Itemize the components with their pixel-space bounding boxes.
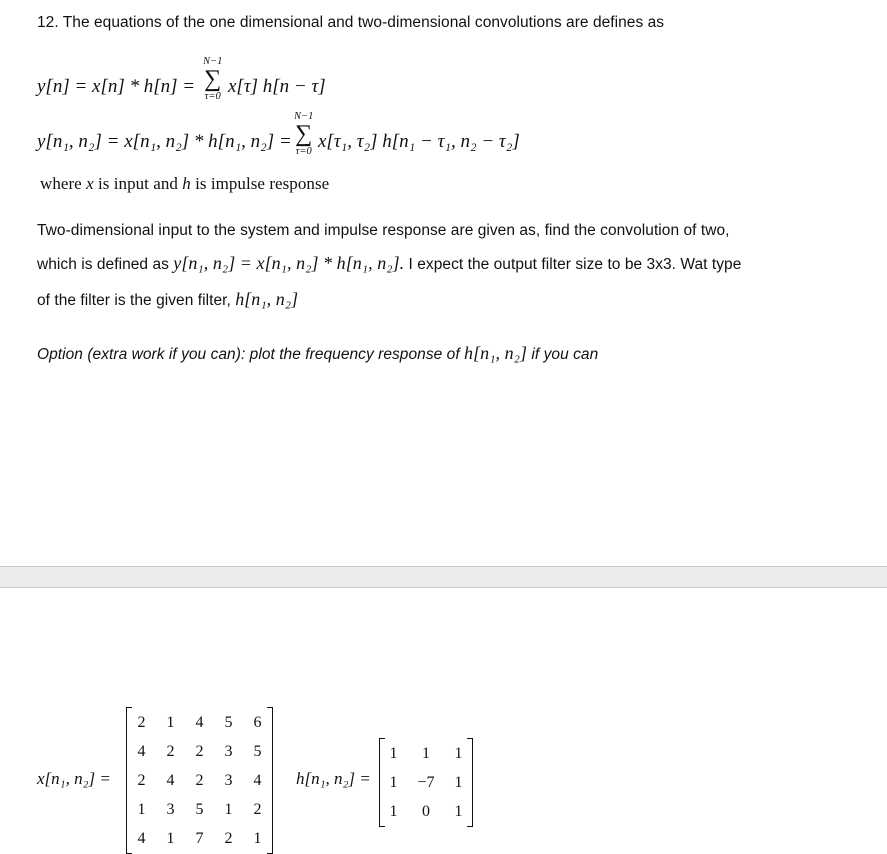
eq2-sum-lower: τ=0 [295, 146, 312, 157]
where-line: where x is input and h is impulse response [40, 174, 330, 193]
h-matrix-cell: 1 [454, 803, 463, 820]
x-matrix-cell: 2 [195, 772, 204, 789]
h-matrix [379, 739, 473, 826]
eq1-sum-upper: N−1 [203, 56, 223, 67]
x-matrix-cell: 7 [195, 830, 204, 847]
line2-equation: y[n₁, n₂] = x[n₁, n₂] * h[n₁, n₂]. [173, 253, 405, 273]
x-matrix-cell: 5 [195, 801, 204, 818]
x-matrix-cell: 2 [137, 772, 146, 789]
eq2-sum-upper: N−1 [294, 111, 314, 122]
problem-line-3: of the filter is the given filter, h[n₁, n₂] [37, 289, 299, 309]
eq1-lhs: y[n] = x[n] * h[n] = [37, 76, 196, 97]
x-matrix-cell: 1 [137, 801, 146, 818]
eq1-sum-lower: τ=0 [204, 91, 221, 102]
h-matrix-cell: −7 [417, 774, 435, 791]
x-matrix-cell: 1 [253, 830, 262, 847]
x-matrix-cell: 1 [166, 714, 175, 731]
x-matrix-cell: 3 [166, 801, 175, 818]
eq1-summation [203, 56, 222, 102]
x-matrix-cell: 4 [253, 772, 262, 789]
x-matrix-cell: 4 [137, 743, 146, 760]
x-matrix-cell: 6 [253, 714, 262, 731]
problem-line-1: Two-dimensional input to the system and impulse response are given as, find the convolution of two, [37, 222, 730, 239]
x-matrix-cell: 4 [137, 830, 146, 847]
x-matrix-cell: 3 [224, 772, 233, 789]
option-line: Option (extra work if you can): plot the frequency response of h[n₁, n₂] if you can [37, 343, 599, 363]
x-matrix-cell: 2 [166, 743, 175, 760]
x-matrix-cell: 3 [224, 743, 233, 760]
document-page-2 [0, 588, 887, 853]
x-matrix-cell: 1 [166, 830, 175, 847]
x-matrix-cell: 2 [224, 830, 233, 847]
h-matrix-cell: 0 [422, 803, 430, 820]
question-heading: 12. The equations of the one dimensional and two-dimensional convolutions are defines as [37, 14, 665, 31]
x-matrix [126, 708, 273, 853]
eq2-lhs: y[n₁, n₂] = x[n₁, n₂] * h[n₁, n₂] = [37, 131, 292, 152]
x-matrix-label: x[n₁, n₂] = [37, 769, 111, 788]
x-matrix-cell: 5 [253, 743, 262, 760]
x-matrix-cell: 4 [195, 714, 204, 731]
page-separator [0, 566, 887, 588]
h-matrix-cell: 1 [389, 745, 398, 762]
eq2-summation [294, 111, 313, 157]
eq1-rhs: x[τ] h[n − τ] [228, 76, 326, 97]
x-matrix-cell: 4 [166, 772, 175, 789]
x-matrix-cell: 5 [224, 714, 233, 731]
h-matrix-cell: 1 [389, 803, 398, 820]
x-matrix-cell: 2 [253, 801, 262, 818]
sigma-icon: ∑ [295, 121, 313, 147]
h-matrix-cell: 1 [454, 745, 463, 762]
eq2-rhs: x[τ₁, τ₂] h[n₁ − τ₁, n₂ − τ₂] [318, 131, 520, 152]
problem-line-2: which is defined as y[n₁, n₂] = x[n₁, n₂] * h[n₁, n₂]. I expect the output filter size to be 3x3. Wat type [37, 253, 742, 273]
h-matrix-cell: 1 [454, 774, 463, 791]
sigma-icon: ∑ [204, 66, 222, 92]
line3-equation: h[n₁, n₂] [235, 289, 299, 309]
x-matrix-cell: 2 [195, 743, 204, 760]
x-matrix-cell: 1 [224, 801, 233, 818]
h-matrix-cell: 1 [422, 745, 430, 762]
h-matrix-label: h[n₁, n₂] = [296, 769, 371, 788]
option-equation: h[n₁, n₂] [464, 343, 528, 363]
x-matrix-cell: 2 [137, 714, 146, 731]
h-matrix-cell: 1 [389, 774, 398, 791]
